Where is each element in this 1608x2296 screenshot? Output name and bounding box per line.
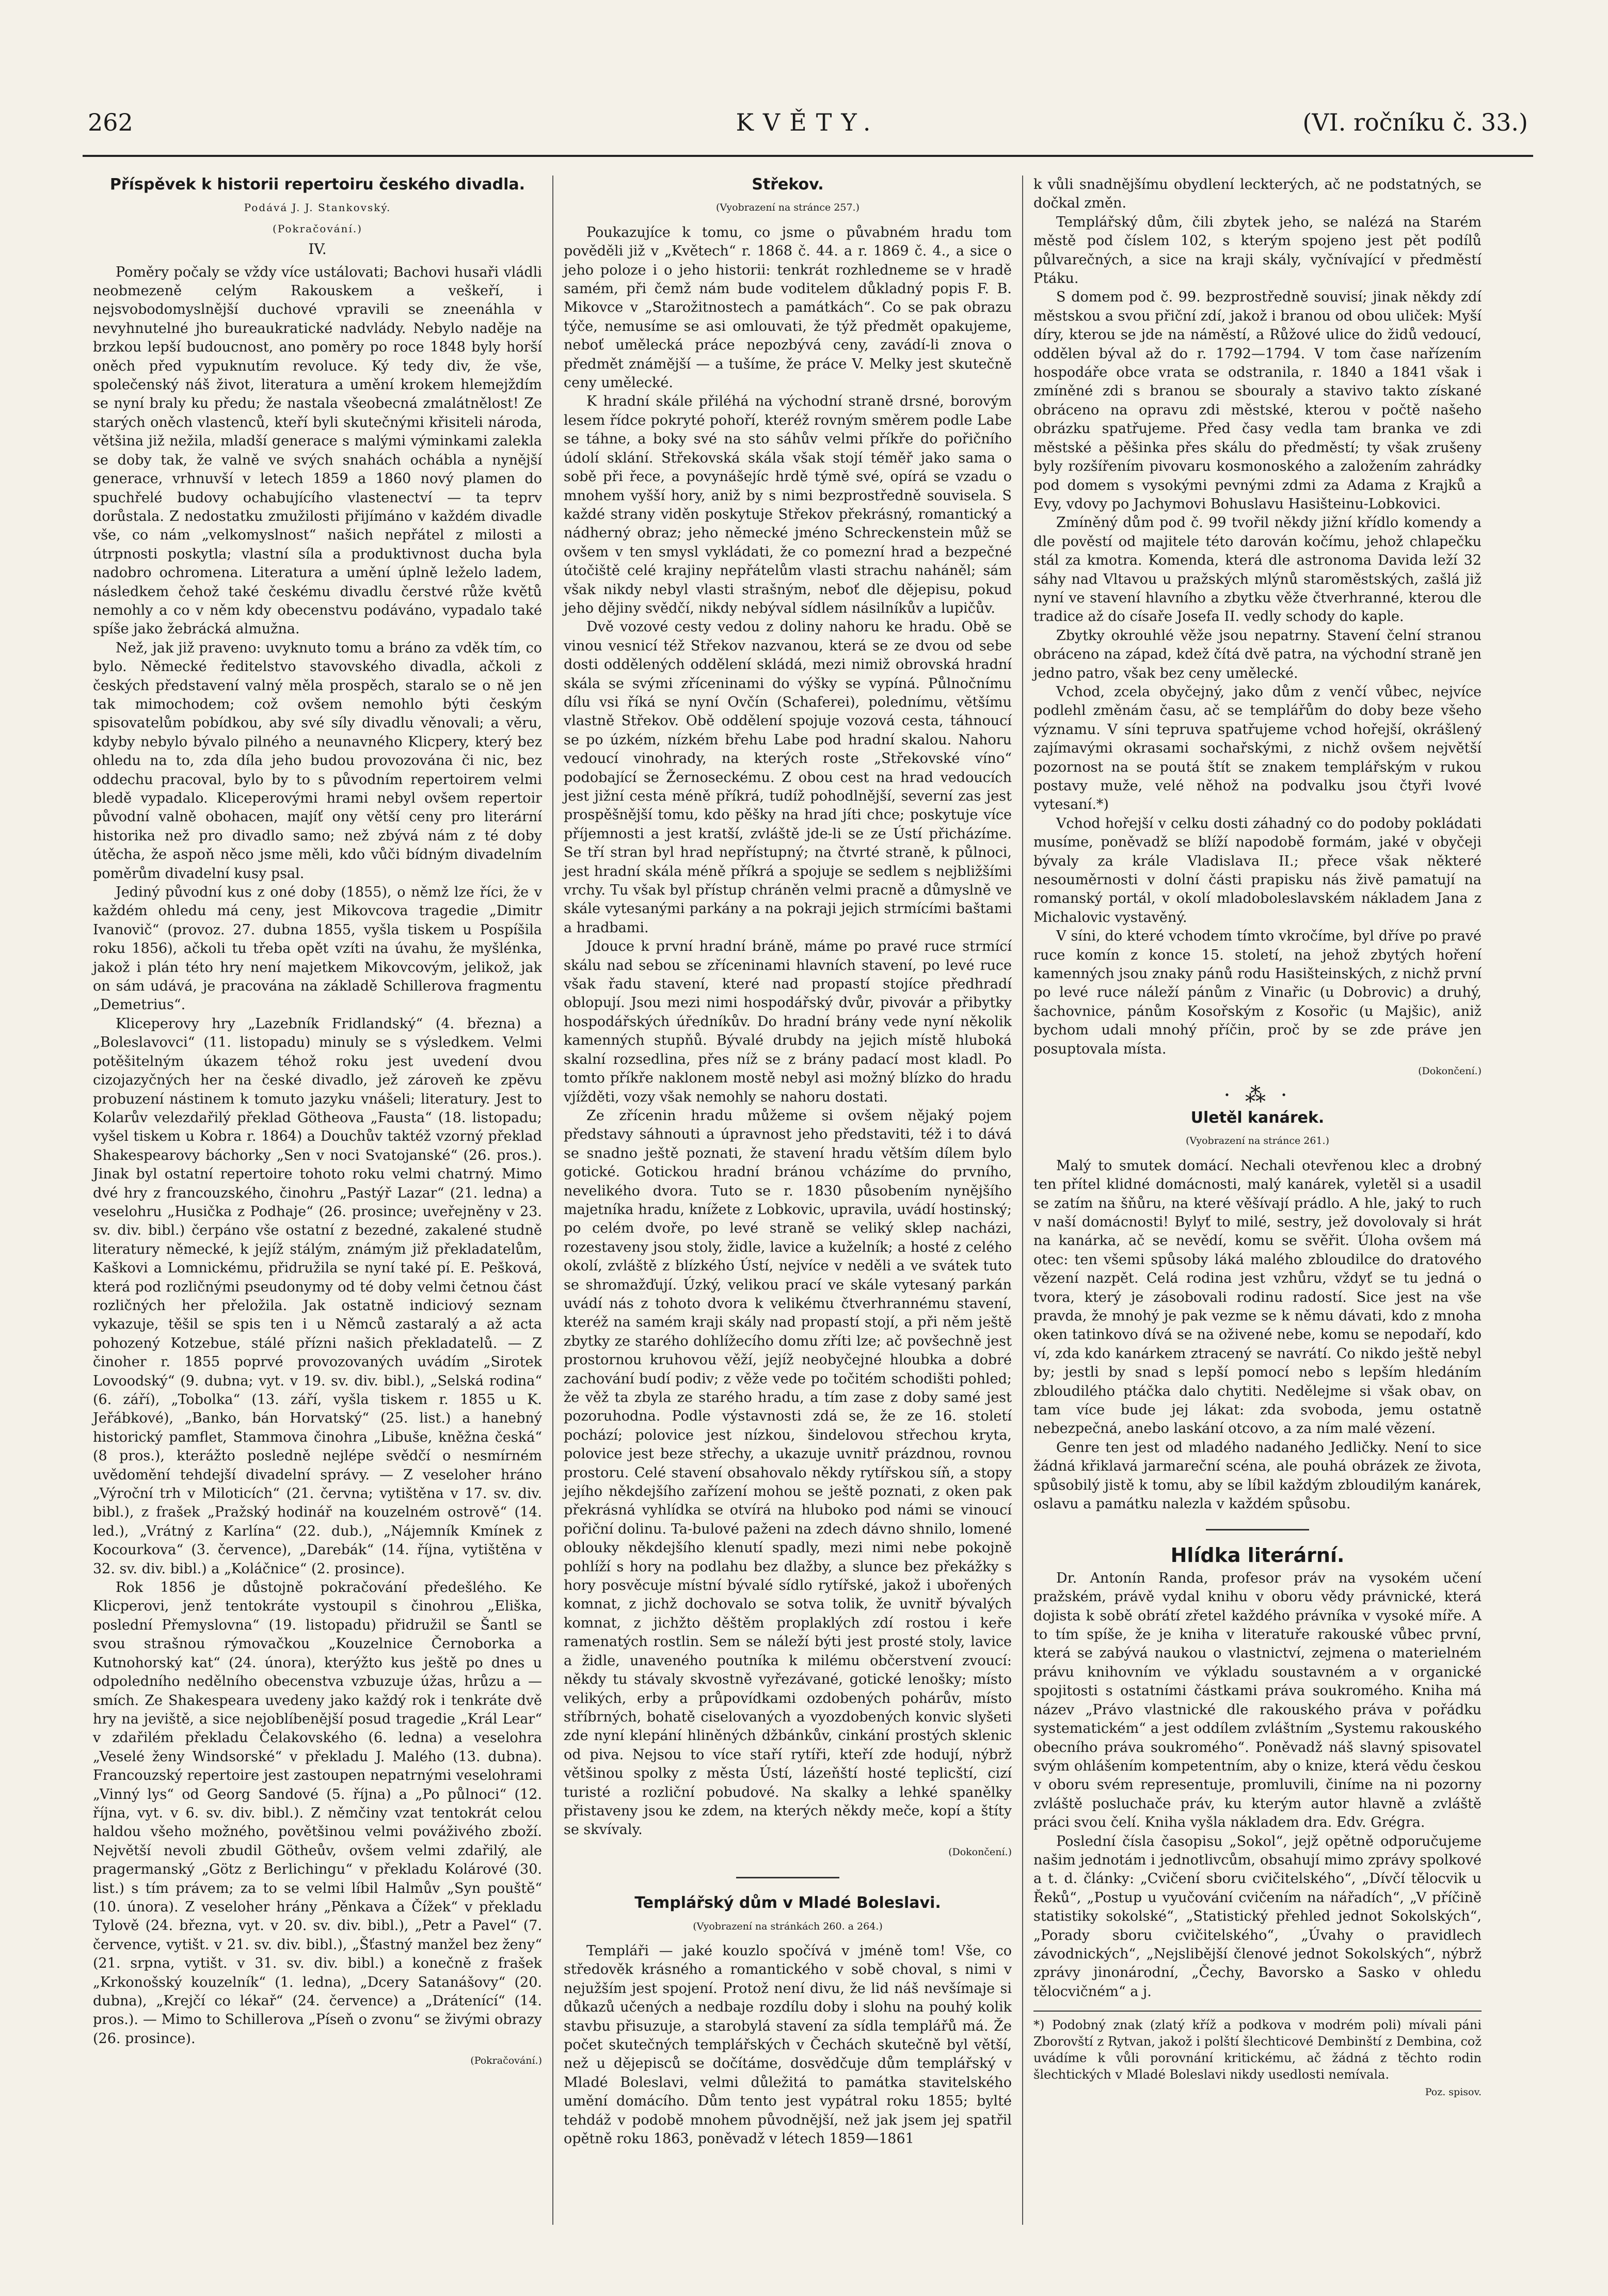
illustration-note: (Vyobrazení na stránce 257.): [716, 202, 859, 214]
conclusion-mark: (Dokončení.): [948, 1846, 1012, 1858]
paragraph: Poslední čísla časopisu „Sokol“, jejž opětně odporučujeme našim jednotám i jednotlivcům, obsahují mimo zprávy spolkové a t. d. články: „Cvičení sboru cvičitelského“, „Dívčí tělocvik u Řeků“, „Postup u vyučování cvičením na nářadích“, „V příčině statistiky sokolské“, „Statistický přehled jednot Sokolských“, „Porady sboru cvičitelského“, „Úvahy o pravidlech závodnických“, „Nejslibější členové jednot Sokolských“, nýbrž zprávy jinonárodní, „Čechy, Bavorsko a Sasko v ohledu tělocvičném“ a j.: [1033, 1833, 1482, 2000]
column-1: [83, 176, 552, 2225]
paragraph: Poukazujíce k tomu, co jsme o půvabném hradu tom pověděli již v „Květech“ r. 1868 č. 44. a r. 1869 č. 4., a sice o jeho poloze i o jeho historii: tenkrát rozhledneme se v hradě samém, při čemž nám bude voditelem důkladný popis F. B. Mikovce v „Starožitnostech a památkách“. Co se pak obrazu týče, nemusíme se asi omlouvati, že týž předmět opakujeme, neboť umělecká práce nepozbývá ceny, zavádí-li znova o předmět známější — a tušíme, že práce V. Melky jest skutečně ceny umělecké.: [564, 224, 1012, 391]
article-heading-templar: Templářský dům v Mladé Boleslavi.: [634, 1894, 941, 1912]
paragraph: S domem pod č. 99. bezprostředně souvisí; jinak někdy zdí městskou a svou přiční zdí, jakož i branou od obou uliček: Myší díry, kterou se jde na náměstí, a Růžové ulice do židů vedoucí, oddělen býval až do r. 1792—1794. V tom čase nařízením hospodáře obce vrata se odstranila, r. 1840 a 1841 však i zmíněné zdi s branou se sbouraly a stavivo takto získané obráceno na opravu zdi městské, kterou v počtě našeho obrázku spatřujeme. Před časy vedla tam branka ve zdi městské a pěšinka přes skálu do předměstí; ty však zrušeny byly rozšířením pivovaru kosmonoského a založením zahrádky pod domem s vysokými pevnými zdmi za Adama z Krajků a Evy, vdovy po Jachymovi Bohuslavu Hasišteinu-Lobkovici.: [1033, 289, 1482, 512]
article-heading-kanarek: Uletěl kanárek.: [1190, 1108, 1325, 1127]
separator: [1206, 1529, 1309, 1530]
conclusion-mark: (Dokončení.): [1418, 1065, 1482, 1077]
footnote: *) Podobný znak (zlatý kříž a podkova v modrém poli) mívali páni Zborovští z Rytvan, jakož i polští šlechticové Dembinští z Dembina, což uvádíme k vůli porovnání kritickému, ač žádná z těchto rodin šlechtických v Mladé Boleslavi nikdy usedlosti nemívala.: [1033, 2011, 1482, 2083]
illustration-note: (Vyobrazení na stránkách 260. a 264.): [693, 1920, 883, 1932]
article-heading-repertoir: Příspěvek k historii repertoiru českého divadla.: [109, 176, 526, 194]
paragraph: Poměry počaly se vždy více ustálovati; Bachovi husaři vládli neobmezeně celým Rakouskem a veškeří, i nejsvobodomyslnější duchové vpravili se zneenáhla v nevyhnutelné jho bureaukratické nadvlády. Nebylo naděje na brzkou lepší budoucnost, ano poměry po roce 1848 byly horší oněch před vypuknutím revoluce. Ký tedy div, že vše, společenský náš život, literatura a umění krokem hlemejždím se nyní braly ku předu; že nastala všeobecná zmalátnělost! Ze starých oněch vlastenců, kteří byli skutečnými křisiteli národa, většina již nežila, mladší generace s malými výminkami zalekla se doby tak, že valně ve svých snahách ochábla a nynější generace, vrhnuvší v letech 1859 a 1860 nový plamen do spuchřelé budovy ochabujícího vlastenectví — ta teprv dorůstala. Z nedostatku zmužilosti přijímáno v každém divadle vše, co nám „velkomyslnost“ našich nepřátel z milosti a útrpnosti poskytla; vlastní síla a produktivnost ducha byla nadobro ochromena. Literatura a umění úplně leželo ladem, následkem čehož také českému divadlu čerstvé růže květů nemohly a co v něm kdy obecenstvu podáváno, vypadalo také spíše jako žebrácká almužna.: [93, 264, 542, 637]
continuation-note: (Pokračování.): [273, 222, 362, 235]
newspaper-page: [83, 98, 1533, 2225]
paragraph: Ze zřícenin hradu můžeme si ovšem nějaký pojem představy sáhnouti a úpravnost jeho představiti, též i to dává se snadno ještě poznati, že stavení hradu větším dílem bylo gotické. Gotickou hradní bránou vcházíme do prvního, nevelikého dvora. Tuto se r. 1830 působením nynějšího majetníka hradu, knížete z Lobkovic, upravila, uvádí hostinský; po celém dvoře, po levé straně se veliký sklep nacházi, rozestaveny jsou stoly, židle, lavice a kuželník; a hosté z celého okolí, zvláště z blízkého Ústí, nejvíce v neděli a ve svátek tuto se shromažďují. Úzký, velikou prací ve skále vytesaný parkán uvádí nás z tohoto dvora k velikému čtverhrannému stavení, kteréž na samém kraji skály nad propastí stojí, a při něm ještě zbytky ze starého dohlížecího domu zříti lze; ač povšechně jest prostornou kruhovou věží, jejíž neobyčejné hloubka a dobré zachování budí podiv; z věže vede po točitém schodišti pohled; že věž ta zbyla ze starého hradu, a tím zase z doby samé jest pozoruhodna. Podle výstavnosti zdá se, že ze 16. století pochází; polovice jest nízkou, šindelovou střechou kryta, polovice jest beze střechy, a ukazuje uvnitř prázdnou, rovnou prostoru. Celé stavení obsahovalo někdy rytířskou síň, a stopy jejího někdejšího zařízení mohou se ještě poznati, z oken pak překrásná vyhlídka se otvírá na hluboko pod námi se vinoucí pořiční dolinu. Ta-bulové paženi na zdech dávno shnilo, lomené oblouky někdejšího klenutí spadly, mezi nimi nebe pokojně pohlíží s hory na podlahu bez dlažby, a slunce bez překážky s hory posvěcuje místní bývalé sídlo rytířské, jakož i ubořených komnat, z jichž dochovalo se sotva tolik, že uvnitř bývalých komnat, z jichžto děštěm proplaklých zdí rostou i keře ramenatých rostlin. Sem se náleží býti jest prosté stoly, lavice a židle, unaveného poutníka k milému občerstvení zvoucí: někdy tu stávaly skvostně vyřezávané, gotické lenošky; místo velikých, erby a průpovídkami ozdobených pohárův, místo stříbrných, bohatě ciselovaných a vyozdobených konvic slyšeti zde nyní klepání hliněných džbánkův, cinkání prostých sklenic od piva. Nejsou to více staří rytíři, kteří zde hodují, nýbrž většinou spolky z města Ústí, lázeňští hosté teplicští, cizí turisté a rozliční pobudové. Na skalky a lehké spanělky přistaveny jsou ke zdem, na kterých někdy meče, kopí a štíty se skvívaly.: [564, 1107, 1012, 1838]
illustration-note: (Vyobrazení na stránce 261.): [1186, 1135, 1329, 1147]
columns: [83, 176, 1533, 2225]
paragraph: Vchod hořejší v celku dosti záhadný co do podoby pokládati musíme, poněvadž se blíží napodobě formám, jaké v obyčeji bývaly za krále Vladislava II.; přece však některé nesouměrnosti v dolní části prapisku nás živě pamatují na romanský portál, v okolí mladoboleslavském nákladem Jana z Michalovic vystavěný.: [1033, 815, 1482, 926]
paragraph: Zbytky okrouhlé věže jsou nepatrny. Stavení čelní stranou obráceno na západ, kdež čítá dvě patra, na východní straně jen jedno patro, však bez ceny umělecké.: [1033, 627, 1482, 681]
paragraph: Templářský dům, čili zbytek jeho, se nalézá na Starém městě pod číslem 102, s kterým spojeno jest pět podílů půlvarečných, a sice na kraji skály, vyčnívající v předměstí Ptáku.: [1033, 214, 1482, 287]
paragraph: Kliceperovy hry „Lazebník Fridlandský“ (4. března) a „Boleslavovci“ (11. listopadu) minuly se s výsledkem. Velmi potěšitelným úkazem téhož roku jest uvedení dvou cizojazyčných her na české divadlo, jež zároveň ke zpěvu probuzení nástinem k tomuto jazyku vnášeli; literatury. Jest to Kolarův velezdařilý překlad Götheova „Fausta“ (18. listopadu; vyšel tiskem u Kobra r. 1864) a Douchův taktéž vzorný překlad Shakespearovy báchorky „Sen v noci Svatojanské“ (26. pros.). Jinak byl ostatní repertoire tohoto roku velmi chatrný. Mimo dvé hry z francouzského, činohru „Pastýř Lazar“ (21. ledna) a veselohru „Husička z Podhaje“ (26. prosince; uveřejněny v 23. sv. div. bibl.) čerpáno vše ostatní z bezedné, zakalené studně literatury německé, k jejíž stálým, známým již překladatelům, Kaškovi a Lomnickému, přidružila se nyní také pí. E. Pešková, která pod rozličnými pseudonymy od té doby velmi četnou část rozličných her přeložila. Jak ostatně indiciový seznam vykazuje, těšil se spis ten i u Němců zastaralý a až acta pohozený Kotzebue, stálé přízni našich překladatelů. — Z činoher r. 1855 poprvé provozovaných uvádím „Sirotek Lovoodský“ (9. dubna; vyt. v 19. sv. div. bibl.), „Selská rodina“ (6. září), „Tobolka“ (13. září, vyšla tiskem r. 1855 u K. Jeřábkové), „Banko, bán Horvatský“ (25. list.) a hanebný historický pamflet, Stammova činohra „Libuše, kněžna česká“ (8 pros.), kterážto posledně nejlépe svědčí o nesmírném uvědomění tehdejší divadelní správy. — Z veseloher hráno „Výroční trh v Miloticích“ (21. června; vytištěna v 17. sv. div. bibl.), z frašek „Pražský hodinář na kouzelném ostrově“ (14. led.), „Vrátný z Karlína“ (22. dub.), „Nájemník Kmínek z Kocourkova“ (3. července), „Darebák“ (14. října, vytištěna v 32. sv. div. bibl.) a „Koláčnice“ (2. prosince).: [93, 1015, 542, 1577]
article-byline: Podává J. J. Stankovský.: [244, 201, 391, 214]
ornament-icon: · ⁂ ·: [1223, 1083, 1292, 1107]
paragraph: Jdouce k první hradní bráně, máme po pravé ruce strmící skálu nad sebou se zříceninami hlavních stavení, po levé ruce však řadu stavení, které nad propastí stojíce předhradí oblopují. Jsou mezi nimi hospodářský dvůr, pivovár a přibytky hospodářských úředníkův. Do hradní brány vede nyní několik kamenných stupňů. Bývalé drubdy na jejich místě hluboká skalní rozsedlina, přes níž se z brány padací most kladl. Po tomto příkře naklonem mostě nebyl asi možný blízko do hradu vjížděti, vozy však nemohly se nahoru dostati.: [564, 938, 1012, 1105]
paragraph: Rok 1856 je důstojně pokračování předešlého. Ke Klicperovi, jenž tentokráte vystoupil s činohrou „Eliška, poslední Přemyslovna“ (19. listopadu) přidružil se Šantl se svou strašnou rýmovačkou „Kouzelnice Černoborka a Kutnohorský kat“ (24. února), kterýžto kus ještě po dnes u odpoledního nedělního obecenstva vzbuzuje úžas, hrůzu a — smích. Ze Shakespeara uvedeny jako každý rok i tenkráte dvě hry na jeviště, a sice nejoblíbenější posud tragedie „Král Lear“ v zdařilém překladu Čelakovského (6. ledna) a veselohra „Veselé ženy Windsorské“ v překladu J. Malého (13. dubna). Francouzský repertoire jest zastoupen nepatrnými veselohrami „Vinný lys“ od Georg Sandové (5. října) a „Po půlnoci“ (12. října, vyt. v 6. sv. div. bibl.). Z němčiny vzat tentokrát celou haldou všeho možného, povětšinou velmi pováživého zboží. Největší nevoli zbudil Götheův, ovšem velmi zdařilý, ale pragermanský „Götz z Berlichingu“ v překladu Kolárové (30. list.) s tím právem; za to se velmi líbil Halmův „Syn pouště“ (10. února). Z veseloher hrány „Pěnkava a Čížek“ v překladu Tylově (24. března, vyt. v 20. sv. div. bibl.), „Petr a Pavel“ (7. července, vytišt. v 21. sv. div. bibl.), „Šťastný manžel bez ženy“ (21. srpna, vytišt. v 31. sv. div. bibl.) a konečně z frašek „Krkonošský kouzelník“ (1. ledna), „Dcery Satanášovy“ (20. dubna), „Krejčí co lékař“ (24. července) a „Drátenící“ (14. pros.). — Mimo to Schillerova „Píseň o zvonu“ se živými obrazy (26. prosince).: [93, 1580, 542, 2047]
page-number: 262: [88, 108, 133, 136]
section-heading-literary: Hlídka literární.: [1170, 1544, 1345, 1567]
paragraph: k vůli snadnějšímu obydlení leckterých, ač ne podstatných, se dočkal změn.: [1033, 177, 1482, 212]
paragraph: Dvě vozové cesty vedou z doliny nahoru ke hradu. Obě se vinou vesnicí též Střekov nazvanou, která se ze dvou od sebe dosti oddělených oddělení skládá, mezi nimiž obrovská hradní skála se svými zříceninami do výšky se vypíná. Půlnočnímu dílu vsi říká se nyní Ovčín (Schaferei), polednímu, většímu vlastně Střekov. Obě oddělení spojuje vozová cesta, táhnoucí se po úzkém, nízkém břehu Labe pod hradní skalou. Nahoru vedoucí vinohrady, na kterých roste „Střekovské víno“ podobající se Žernoseckému. Z obou cest na hrad vedoucích jest jižní cesta méně příkrá, tudíž pohodlnější, severní zas jest prospěšnější tomu, kdo pěšky na hrad jíti chce; poskytuje více příjemnosti a jest kratší, zvláště jde-li se ze Ústí přicházíme. Se tří stran byl hrad nepřístupný; na čtvrté straně, k půlnoci, jest hradní skála méně příkrá a spojuje se sedlem s nejbližšími vrchy. Tu však byl přístup chráněn velmi pracně a důmyslně ve skále vytesanými parkány a na pokraji jejich strmícími baštami a hradbami.: [564, 619, 1012, 936]
column-3: [1022, 176, 1492, 2225]
paragraph: Než, jak již praveno: uvyknuto tomu a bráno za vděk tím, co bylo. Německé ředitelstvo stavovského divadla, ačkoli z českých představení valný měla prospěch, staralo se o ně jen tak mimochodem; což ovšem nemohlo býti českým spisovatelům pobídkou, aby své síly divadlu věnovali; a věru, kdyby nebylo bývalo pilného a neunavného Klicpery, který bez ohledu na to, zda díla jeho budou provozována či nic, bez oddechu pracoval, bylo by to s původním repertoirem velmi bledě vypadalo. Kliceperovými hrami nebyl ovšem repertoir původní valně obohacen, majíť ony větší ceny pro literární historika než pro divadlo samo; než zbývá nám z té doby útěcha, že aspoň něco jsme měli, kdo vůči bídným divadelním poměrům divadelní kusy psal.: [93, 640, 542, 882]
issue-label: (VI. ročníku č. 33.): [1302, 108, 1528, 136]
separator: [736, 1877, 839, 1878]
paragraph: Templáři — jaké kouzlo spočívá v jméně tom! Vše, co středověk krásného a romantického v sobě choval, s nimi v nejužším jest spojení. Protož není divu, že lid náš nevšímaje si důkazů učených a nedbaje rozdílu doby i slohu na pouhý kolik stavbu přisuzuje, a starobylá stavení za sídla templářů má. Že počet skutečných templářských v Čechách skutečně byl větší, než u dějepisců se dočítáme, dosvědčuje dům templářský v Mladé Boleslavi, velmi důležitá to památka stavitelského umění domácího. Dům tento jest vypátral roku 1855; bylté tehdáž v podobě mnohem původnější, než jak jsem jej spatřil opětně roku 1863, poněvadž v létech 1859—1861: [564, 1942, 1012, 2147]
page-header: [83, 98, 1533, 157]
paragraph: Zmíněný dům pod č. 99 tvořil někdy jižní křídlo komendy a dle pověstí od majitele této darován kočímu, jehož chlapečku stál za kmotra. Komenda, která dle astronoma Davida leží 32 sáhy nad Vltavou u pražských mlýnů staroměstských, zašlá již nyní ve stavení hlavního a zbytku věže čtverhranné, kterou dle tradice až do císaře Josefa II. vedly schody do kaple.: [1033, 515, 1482, 625]
paragraph: Genre ten jest od mladého nadaného Jedličky. Není to sice žádná křiklavá jarmareční scéna, ale pouhá obrázek ze života, spůsobilý jistě k tomu, aby se líbil každým zbloudilým kanárek, oslavu a památku nalezla v každém spůsobu.: [1033, 1439, 1482, 1512]
paragraph: Vchod, zcela obyčejný, jako dům z venčí vůbec, nejvíce podlehl změnám času, ač se templářům do doby beze všeho významu. V síni tepruva spatřujeme vchod hořejší, okrášlený zajímavými okrasami sochařskými, z nichž ovšem největší pozornost na se poutá štít se znakem templářským v rukou postavy muže, velé něhož na podvalku jsou čtyři lvové vytesaní.*): [1033, 683, 1482, 813]
column-2: [552, 176, 1022, 2225]
paragraph: Malý to smutek domácí. Nechali otevřenou klec a drobný ten přítel klidné domácnosti, malý kanárek, vyletěl si a usadil se zatím na šňůru, na které věšívají prádlo. A hle, jaký to ruch v naší domácnosti! Bylyť to milé, sestry, jež dovolovaly si hrát na kanárka, ač se nevědí, komu se svěřit. Úloha ovšem má otec: ten všemi spůsoby láká malého zbloudilce do dratového vězení nazpět. Celá rodina jest vzhůru, vždyť se tu jedná o tvora, který je zásobovali rodinu radostí. Sice jest na vše pravda, že mnohý je pak vezme se k němu dávati, kdo z mnoha oken tatinkovo dívá se na oživené nebe, komu se nepodaří, kdo ví, zda kdo kanárkem ztracený se navrátí. Co nikdo ještě nebyl by; jestli by snad s lepší pomocí nebo s lepším hledáním zbloudilého ptáčka dalo chytiti. Nedělejme si však obav, on tam více bude jej lákat: zda svoboda, jemu ostatně nebezpečná, anebo laskání otcovo, a za ním malé vězení.: [1033, 1157, 1482, 1437]
chapter-number: IV.: [308, 241, 327, 258]
paragraph: K hradní skále přiléhá na východní straně drsné, borovým lesem řídce pokryté pohoří, kteréž rovným směrem podle Labe se táhne, a boky své na sto sáhův velmi příkře do pořičního údolí sklání. Střekovská skála však stojí téměř jako sama o sobě při řece, a povynášejíc hrdě týmě své, opírá se vzadu o mnohem vyšší hory, aniž by s nimi bezprostředně souvisela. S každé strany viděn poskytuje Střekov překrásný, romantický a nádherný obraz; jeho německé jméno Schreckenstein můž se ovšem v ten smysl vykládati, že co pomezní hrad a bezpečné útočiště celé krajiny nepřátelům vlasti strachu naháněl; sám však nikdy nebyl vlasti strašným, neboť dle dějepisu, pokud jeho dějiny svědčí, nikdy nebýval sídlem násilníkův a lupičův.: [564, 393, 1012, 616]
paragraph: Jediný původní kus z oné doby (1855), o němž lze říci, že v každém ohledu má ceny, jest Mikovcova tragedie „Dimitr Ivanovič“ (provoz. 27. dubna 1855, vyšla tiskem u Pospíšila roku 1856), ačkoli tu třeba opět vzíti na úvahu, že myšlénka, jakož i plán této hry není majetkem Mikovcovým, jelikož, jak on sám udává, je pracována na základě Schillerova fragmentu „Demetrius“.: [93, 884, 542, 1013]
continuation-mark: (Pokračování.): [470, 2055, 542, 2067]
journal-title: KVĚTY.: [736, 108, 880, 136]
paragraph: V síni, do které vchodem tímto vkročíme, byl dříve po pravé ruce komín z konce 15. století, na jehož zbytých hoření kamenných jsou znaky pánů rodu Hasišteinských, z nichž první po levé ruce náleží pánům z Vinařic (u Dobrovic) a druhý, šachovnice, pánům Kosořským z Kosořic (u Majšic), aniž bychom udali mnohý příčin, proč by se zde práve jen posuptovala místa.: [1033, 928, 1482, 1057]
article-heading-strekov: Střekov.: [752, 176, 824, 194]
paragraph: Dr. Antonín Randa, profesor práv na vysokém učení pražském, právě vydal knihu v oboru vědy právnické, která dojista k sobě obrátí zřetel každého právníka v vysoké míře. A to tím spíše, že je kniha v literatuře rakouské vůbec první, která se zabývá naukou o vlastnictví, zejmena o materielném právu knihovním ve výkladu soustavném a v organické spojitosti s ostatními částkami práva soukromého. Kniha má název „Právo vlastnické dle rakouského práva v pořádku systematickém“ a jest oddílem zvláštním „Systemu rakouského obecního práva soukromého“. Poněvadž náš slavný spisovatel svým ohlášením kompetentním, aby o knize, která vědu českou v oboru svém representuje, promluvili, činíme na ni pozorny zvláště posluchače práv, ku kterým autor hlavně a zvláště práci svou čelí. Kniha vyšla nákladem dra. Edv. Grégra.: [1033, 1570, 1482, 1831]
signature: Poz. spisov.: [1425, 2086, 1482, 2098]
